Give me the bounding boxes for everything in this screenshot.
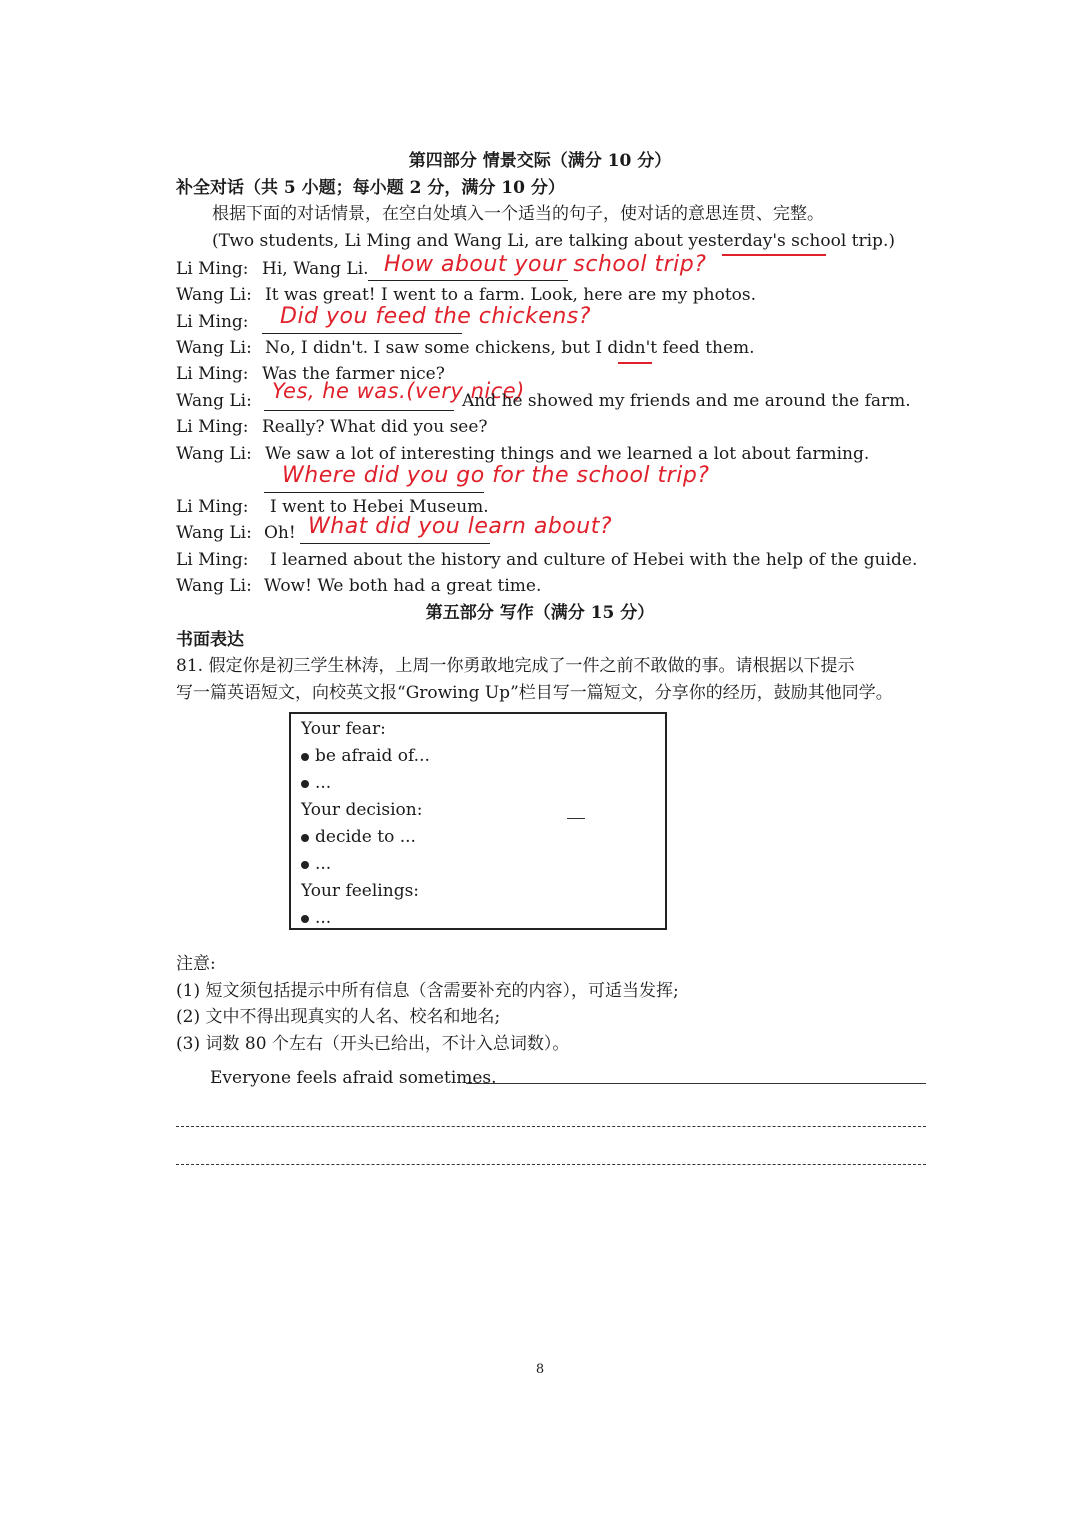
page-number: 8 — [535, 1362, 545, 1377]
q81-line1: 81. 假定你是初三学生林涛，上周一你勇敢地完成了一件之前不敢做的事。请根据以下提示 — [176, 656, 855, 676]
writing-line-2[interactable] — [176, 1126, 926, 1127]
stray-mark — [567, 818, 585, 819]
answer-blank-2[interactable] — [262, 333, 462, 334]
answer-blank-1[interactable] — [368, 280, 568, 281]
dialogue-speaker-8: Wang Li: — [176, 444, 252, 464]
note-3: (3) 词数 80 个左右（开头已给出，不计入总词数）。 — [176, 1034, 570, 1054]
dialogue-text-1: Hi, Wang Li. — [262, 259, 369, 279]
fear-item-1: be afraid of... — [301, 745, 430, 767]
dialogue-speaker-4: Wang Li: — [176, 338, 252, 358]
dialogue-speaker-9: Li Ming: — [176, 497, 249, 517]
dialogue-text-4: No, I didn't. I saw some chickens, but I didn't feed them. — [265, 338, 755, 358]
decision-label: Your decision: — [301, 800, 423, 820]
writing-line-1[interactable] — [466, 1083, 926, 1084]
bullet-icon — [301, 780, 309, 788]
handwritten-answer-3: Yes, he was.(very nice) — [272, 379, 525, 403]
note-2: (2) 文中不得出现真实的人名、校名和地名; — [176, 1007, 501, 1027]
handwritten-answer-5: What did you learn about? — [308, 514, 613, 539]
dialogue-speaker-7: Li Ming: — [176, 417, 249, 437]
dialogue-speaker-6: Wang Li: — [176, 391, 252, 411]
essay-start: Everyone feels afraid sometimes. — [210, 1068, 497, 1088]
part5-subheading: 书面表达 — [176, 630, 244, 650]
answer-blank-4[interactable] — [264, 492, 484, 493]
writing-line-3[interactable] — [176, 1164, 926, 1165]
decision-item-2: ... — [301, 853, 331, 875]
bullet-icon — [301, 753, 309, 761]
dialogue-speaker-3: Li Ming: — [176, 312, 249, 332]
dialogue-speaker-10: Wang Li: — [176, 523, 252, 543]
dialogue-speaker-12: Wang Li: — [176, 576, 252, 596]
feed-underline — [618, 362, 652, 364]
feelings-item-1: ... — [301, 907, 331, 929]
q81-line2: 写一篇英语短文，向校英文报“Growing Up”栏目写一篇短文，分享你的经历，鼓励其他同学。 — [176, 683, 893, 703]
fear-item-2: ... — [301, 772, 331, 794]
school-trip-underline — [722, 254, 826, 256]
part5-heading: 第五部分 写作（满分 15 分） — [425, 603, 655, 623]
notes-title: 注意: — [176, 954, 216, 974]
dialogue-speaker-5: Li Ming: — [176, 364, 249, 384]
dialogue-text-10: Oh! — [264, 523, 296, 543]
fear-label: Your fear: — [301, 719, 386, 739]
dialogue-speaker-11: Li Ming: — [176, 550, 249, 570]
feelings-label: Your feelings: — [301, 881, 420, 901]
note-1: (1) 短文须包括提示中所有信息（含需要补充的内容），可适当发挥; — [176, 981, 679, 1001]
bullet-icon — [301, 861, 309, 869]
dialogue-text-2: It was great! I went to a farm. Look, here are my photos. — [265, 285, 757, 305]
dialogue-text-11: I learned about the history and culture of Hebei with the help of the guide. — [270, 550, 918, 570]
dialogue-text-8: We saw a lot of interesting things and we learned a lot about farming. — [265, 444, 870, 464]
dialogue-text-12: Wow! We both had a great time. — [264, 576, 542, 596]
dialogue-speaker-2: Wang Li: — [176, 285, 252, 305]
decision-item-1: decide to ... — [301, 826, 416, 848]
dialogue-text-7: Really? What did you see? — [262, 417, 488, 437]
dialogue-text-6: And he showed my friends and me around the farm. — [462, 391, 911, 411]
part4-context: (Two students, Li Ming and Wang Li, are talking about yesterday's school trip.) — [212, 231, 895, 251]
dialogue-speaker-1: Li Ming: — [176, 259, 249, 279]
answer-blank-3[interactable] — [264, 410, 454, 411]
dialogue-text-5: Was the farmer nice? — [262, 364, 445, 384]
handwritten-answer-2: Did you feed the chickens? — [280, 304, 591, 329]
bullet-icon — [301, 915, 309, 923]
handwritten-answer-1: How about your school trip? — [384, 252, 707, 277]
bullet-icon — [301, 834, 309, 842]
part4-subheading: 补全对话（共 5 小题；每小题 2 分，满分 10 分） — [176, 178, 565, 198]
part4-heading: 第四部分 情景交际（满分 10 分） — [408, 151, 672, 171]
handwritten-answer-4: Where did you go for the school trip? — [282, 463, 710, 488]
prompt-box — [289, 712, 667, 930]
dialogue-text-9: I went to Hebei Museum. — [270, 497, 489, 517]
part4-instruction: 根据下面的对话情景，在空白处填入一个适当的句子，使对话的意思连贯、完整。 — [212, 204, 824, 224]
answer-blank-5[interactable] — [300, 543, 490, 544]
